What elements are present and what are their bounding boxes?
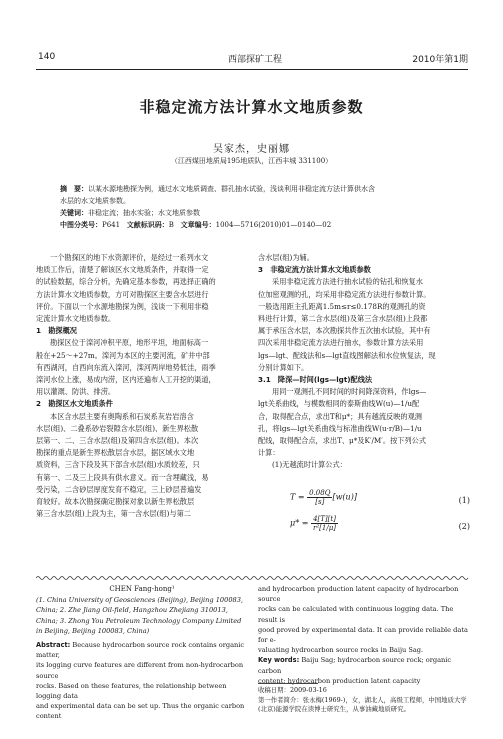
left-column <box>36 252 250 520</box>
abstract-line: 摘 要：以某水源地勘探为例，通过水文地质调查、群孔抽水试验，浅谈利用非稳定流方法计算供水含 <box>60 185 375 193</box>
intro-paragraph: 一个勘探区的地下水资源评价，是经过一系列水文 地质工作后，清楚了解该区水文地质条件，并取得一定 的试验数据，综合分析，先确定基本参数，再选择正确的 方法计算水文地质参数，方可对勘探区主要含水层进行 评价。下面以一个水源地勘探为例，浅谈一下利用非稳 定流计算水文地质参数。 <box>36 253 216 324</box>
classification-line: 中图分类号：P641 文献标识码：B 文章编号：1004—5716(2010)01—0140—02 <box>60 221 332 229</box>
abstract-label-en: Abstract: <box>36 641 71 650</box>
keywords-label: 关键词： <box>60 209 88 217</box>
equation-2: μ* = $\frac{4[T][t]}{\text{r²[1/μ]}}$ <box>290 515 336 532</box>
right-column <box>258 252 470 472</box>
continuation-line: 含水层(组)为辅。 <box>258 253 314 262</box>
footnote-rule <box>258 683 318 684</box>
abstract-label: 摘 要： <box>60 185 88 193</box>
footnote: 收稿日期：2009-03-16 第一作者简介：张永梅(1969-)，女，湖北人，高级工程师，中国地质大学 (北京)能源学院在读博士研究生，从事油藏地质研究。 <box>258 683 470 715</box>
issue-label: 2010年第1期 <box>412 55 468 65</box>
header-rule <box>36 69 468 70</box>
section-1-paragraph: 勘探区位于滦河冲积平原，地形平坦，地面标高一 般在+25～+27m。滦河为本区的主要河流，矿井中部 有西湖河，自西向东流入滦河，滦河两岸地势低洼，雨季 滦河水位上涨，易成内涝，区内还遍布人工开挖的渠道， 用以灌溉、防洪、排涝。 <box>36 338 216 397</box>
journal-name: 西部探矿工程 <box>228 55 283 65</box>
section-heading-2: 2 勘探区水文地质条件 <box>36 399 113 409</box>
english-keywords: Key words: Baiju Sag; hydrocarbon source rock; organic carbon <box>258 656 452 675</box>
keywords-line: 关键词：非稳定流；抽水实验；水文地质参数 <box>60 209 200 217</box>
equation-2-fraction: $\frac{4[T][t]}{\text{r²[1/μ]}}$ <box>313 515 336 532</box>
page-number: 140 <box>38 52 56 62</box>
keywords-label-en: Key words: <box>258 656 300 665</box>
equation-1-number: (1) <box>458 496 470 505</box>
equations <box>270 487 470 541</box>
affiliation: （江西煤田地质局195地质队，江西丰城 331100） <box>170 157 333 165</box>
author-bio: 第一作者简介：张永梅(1969-)，女，湖北人，高级工程师，中国地质大学 <box>258 695 467 704</box>
equation-1: T = $\frac{0.08Q}{[s]}$ [w(u)] <box>290 489 357 506</box>
formula-subheading: (1)无越流时计算公式： <box>272 460 347 470</box>
section-2-paragraph: 本区含水层主要有奥陶系和石炭系灰岩岩溶含 水层(组)、二叠系砂岩裂隙含水层(组)、新生界松散 层第一、二、三含水层(组)及第四含水层(组)。本次 勘探的重点是新生界松散层含水层，据区域水文地 质资料，三含下段及其下部含水层(组)水质较差，只 有第一、二及三上段具有供水意义。而一含埋藏浅，易 受污染，二含砂层厚度发育不稳定，三上砂层普遍发 育较好。故本次勘探确定勘探对象以新生界松散层 第三含水层(组)上段为主，第一含水层(组)与第二 <box>36 411 209 519</box>
section-3-paragraph: 采用非稳定流方法进行抽水试验的钻孔和恢复水 位加密观测的孔，均采用非稳定流方法进行参数计算。 一般选用距主孔距离1.5m≤r≤0.178R的观测孔的资 料进行计算，第二含水层(组)及第三含水层(组)上段都 属于承压含水层，本次勘探共作五次抽水试验，其中有 四次采用非稳定流方法进行抽水，参数计算方法采用 lgs—lgt、配线法和s—lgt直线图解法和水位恢复法，现 分别计算如下。 <box>258 277 436 372</box>
abstract-block <box>60 183 450 231</box>
section-heading-1: 1 勘探概况 <box>36 326 77 336</box>
section-divider-wave <box>36 575 470 581</box>
section-heading-3: 3 非稳定流方法计算水文地质参数 <box>258 265 371 275</box>
english-abstract: Abstract: Because hydrocarbon source rock contains organic matter, its logging curve features are different from non-hydrocarbon source rocks. Based on these features, the relationship between logging data and experimental data can be set up. Thus the organic carbon content <box>36 641 245 721</box>
equation-2-number: (2) <box>458 522 470 531</box>
section-3-1-paragraph: 用同一观测孔不同时间的时间降深资料，作lgs— lgt关系曲线，与模数相同的泰斯曲线W(u)—1/u配 合，取得配合点，求出T和μ*；具有越流反映的观测 孔，将lgs—lgt关系曲线与标准曲线W(u·r/B)—1/u 配线，取得配合点，求出T、μ*及K′/M′。按下列公式 计算： <box>258 387 427 458</box>
english-affiliation: (1. China University of Geosciences (Beijing), Beijing 100083, China; 2. Zhe Jiang Oil-field, Hangzhou Zhejiang 310013, China; 3. Zhong You Petroleum Technology Company Limited in Beijing, Beijing 100083, China) <box>36 596 243 635</box>
english-abstract-left <box>36 584 248 722</box>
section-heading-3-1: 3.1 降深—时间(lgs—lgt)配线法 <box>258 375 373 385</box>
english-author: CHEN Fang-hong¹ <box>109 585 175 593</box>
abstract-line: 水层的水文地质参数。 <box>60 197 130 205</box>
running-header <box>38 52 468 68</box>
english-abstract-right: and hydrocarbon production latent capacity of hydrocarbon source rocks can be calculated with continuous logging data. The result is good proved by experimental data. It can provide reliable data for e- valuating hydrocarbon source rocks in Baiju Sag. Key words: Baiju Sag; hydrocarbon source rock; organic carbon content; hydrocarbon production latent capacity <box>258 584 470 686</box>
authors: 吴家杰，史丽娜 <box>213 144 290 155</box>
equation-1-fraction: $\frac{0.08Q}{[s]}$ <box>309 489 331 506</box>
received-date: 收稿日期：2009-03-16 <box>258 686 327 694</box>
article-title: 非稳定流方法计算水文地质参数 <box>139 98 364 116</box>
